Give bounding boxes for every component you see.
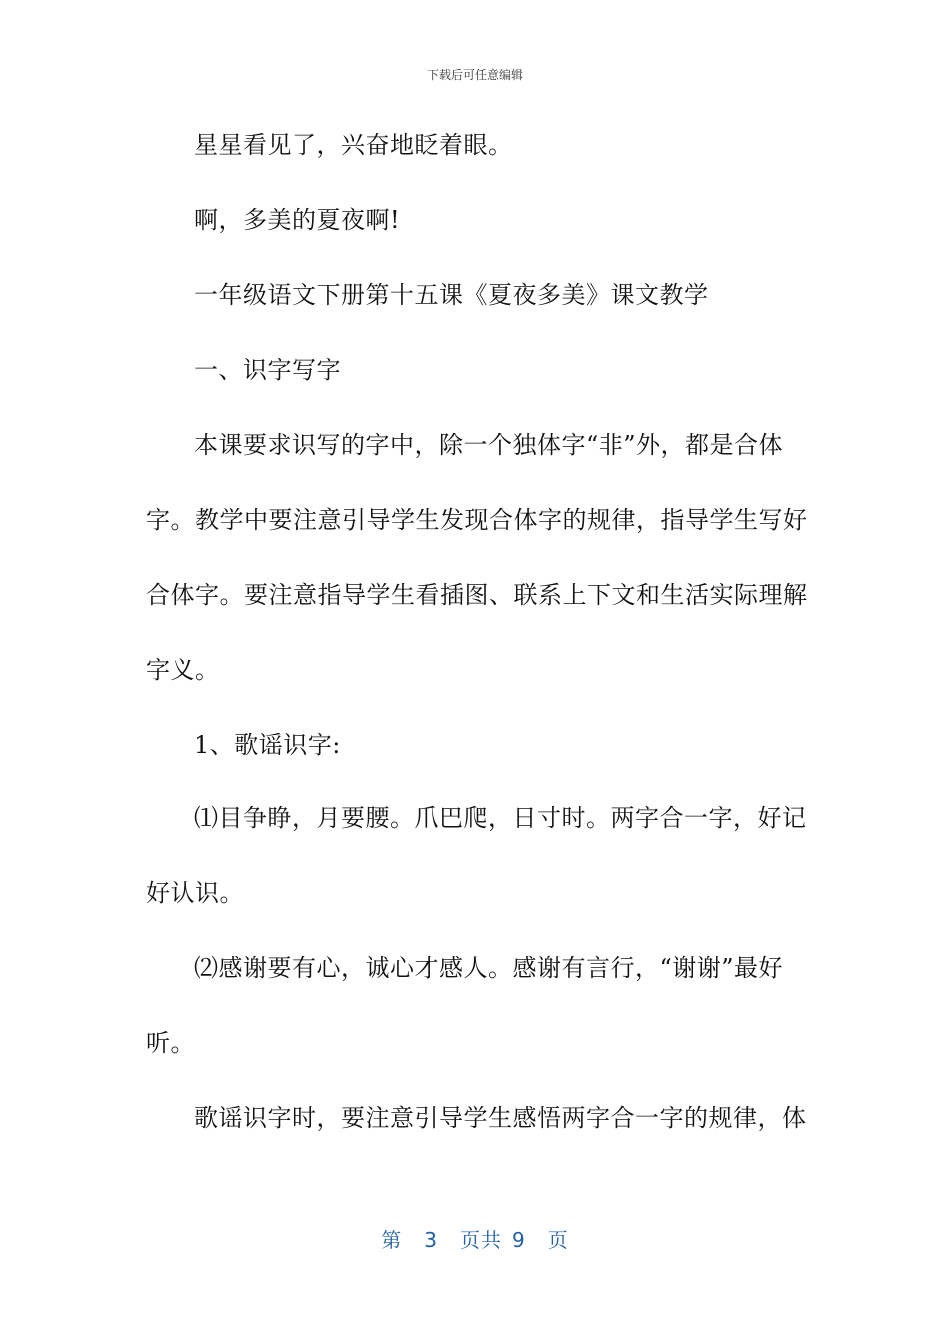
rhyme-item-1: ⑴目争睁，月要腰。爪巴爬，日寸时。两字合一字，好记 <box>194 804 807 832</box>
body-line-6: 字。教学中要注意引导学生发现合体字的规律，指导学生写好 <box>146 506 808 534</box>
heading-rhyme-literacy: 1、歌谣识字: <box>194 731 341 759</box>
page-header: 下载后可任意编辑 <box>426 68 523 82</box>
heading-literacy-writing: 一、识字写字 <box>194 356 341 384</box>
page-footer <box>0 1224 950 1253</box>
section-title: 一年级语文下册第十五课《夏夜多美》课文教学 <box>194 281 709 309</box>
footer-total-pages: 9 <box>512 1228 526 1252</box>
rhyme-item-1-cont: 好认识。 <box>146 879 244 907</box>
footer-middle: 页共 <box>460 1228 502 1252</box>
body-line-2: 啊，多美的夏夜啊! <box>194 206 401 234</box>
footer-prefix: 第 <box>381 1228 403 1252</box>
rhyme-item-2-cont: 听。 <box>146 1029 195 1057</box>
body-line-8: 字义。 <box>146 656 220 684</box>
body-line-5: 本课要求识写的字中，除一个独体字“非”外，都是合体 <box>194 431 784 459</box>
footer-current-page: 3 <box>424 1228 438 1252</box>
body-line-14: 歌谣识字时，要注意引导学生感悟两字合一字的规律，体 <box>194 1104 807 1132</box>
footer-suffix: 页 <box>547 1228 569 1252</box>
rhyme-item-2: ⑵感谢要有心，诚心才感人。感谢有言行，“谢谢”最好 <box>194 954 784 982</box>
body-line-1: 星星看见了，兴奋地眨着眼。 <box>194 131 513 159</box>
body-line-7: 合体字。要注意指导学生看插图、联系上下文和生活实际理解 <box>146 581 808 609</box>
